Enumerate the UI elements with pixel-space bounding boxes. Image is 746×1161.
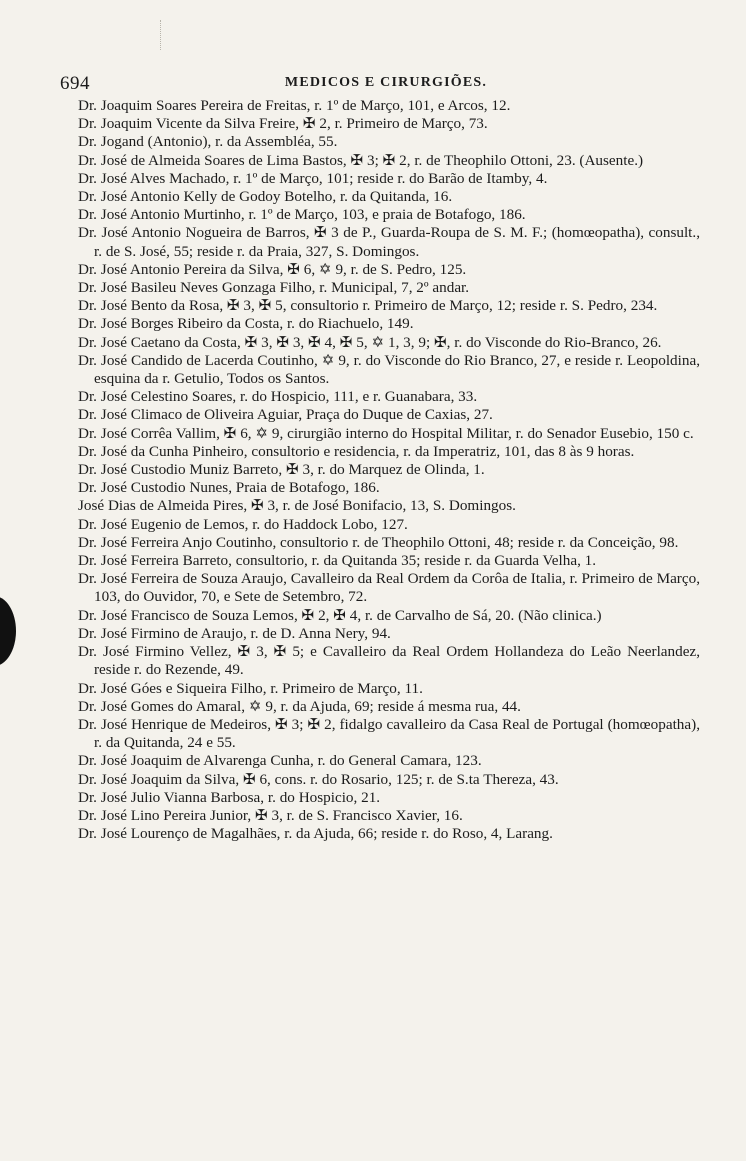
- directory-entry: Dr. José Firmino de Araujo, r. de D. Anna Nery, 94.: [78, 624, 391, 642]
- page-header: [60, 73, 700, 97]
- directory-entry: Dr. José Lino Pereira Junior, ✠ 3, r. de S. Francisco Xavier, 16.: [78, 806, 463, 824]
- directory-entry: Dr. José Firmino Vellez, ✠ 3, ✠ 5; e Cavalleiro da Real Ordem Hollandeza do Leão Neerlandez, reside r. do Rezende, 49.: [78, 643, 700, 679]
- directory-entry: Dr. José Antonio Murtinho, r. 1º de Março, 103, e praia de Botafogo, 186.: [78, 206, 526, 224]
- directory-entry: Dr. José Celestino Soares, r. do Hospicio, 111, e r. Guanabara, 33.: [78, 388, 478, 406]
- directory-entry: Dr. José Eugenio de Lemos, r. do Haddock Lobo, 127.: [78, 515, 408, 533]
- directory-entry: Dr. José Antonio Nogueira de Barros, ✠ 3 de P., Guarda-Roupa de S. M. F.; (homœopatha), consult., r. de S. José, 55; reside r. da Praia, 327, S. Domingos.: [78, 224, 700, 260]
- directory-entry: Dr. José Custodio Muniz Barreto, ✠ 3, r. do Marquez de Olinda, 1.: [78, 461, 485, 479]
- directory-entry: Dr. José Alves Machado, r. 1º de Março, 101; reside r. do Barão de Itamby, 4.: [78, 169, 548, 187]
- directory-entry: José Dias de Almeida Pires, ✠ 3, r. de José Bonifacio, 13, S. Domingos.: [78, 497, 516, 515]
- directory-entry: Dr. José Borges Ribeiro da Costa, r. do Riachuelo, 149.: [78, 315, 414, 333]
- directory-entry: Dr. José Antonio Kelly de Godoy Botelho, r. da Quitanda, 16.: [78, 188, 453, 206]
- directory-entry: Dr. Joaquim Soares Pereira de Freitas, r. 1º de Março, 101, e Arcos, 12.: [78, 97, 511, 114]
- directory-entry: Dr. José Ferreira Anjo Coutinho, consultorio r. de Theophilo Ottoni, 48; reside r. da Conceição, 98.: [78, 533, 679, 551]
- directory-entry: Dr. José Julio Vianna Barbosa, r. do Hospicio, 21.: [78, 788, 381, 806]
- directory-entry: Dr. José Francisco de Souza Lemos, ✠ 2, ✠ 4, r. de Carvalho de Sá, 20. (Não clinica.): [78, 606, 602, 624]
- directory-entry: Dr. Joaquim Vicente da Silva Freire, ✠ 2, r. Primeiro de Março, 73.: [78, 115, 488, 133]
- paper-speck: [160, 20, 165, 50]
- directory-entry: Dr. José Climaco de Oliveira Aguiar, Praça do Duque de Caxias, 27.: [78, 406, 493, 424]
- directory-entry: Dr. José Ferreira de Souza Araujo, Cavalleiro da Real Ordem da Corôa de Italia, r. Primeiro de Março, 103, do Ouvidor, 70, e Sete de Setembro, 72.: [78, 570, 700, 606]
- directory-entry: Dr. José de Almeida Soares de Lima Bastos, ✠ 3; ✠ 2, r. de Theophilo Ottoni, 23. (Ausente.): [78, 151, 644, 169]
- directory-entry: Dr. José Ferreira Barreto, consultorio, r. da Quitanda 35; reside r. da Guarda Velha, 1.: [78, 552, 597, 570]
- directory-entry: Dr. José Gomes do Amaral, ✡ 9, r. da Ajuda, 69; reside á mesma rua, 44.: [78, 697, 521, 715]
- directory-entry: Dr. José Candido de Lacerda Coutinho, ✡ 9, r. do Visconde do Rio Branco, 27, e reside r. Leopoldina, esquina da r. Getulio, Todos os Santos.: [78, 351, 700, 388]
- directory-entry: Dr. José Antonio Pereira da Silva, ✠ 6, ✡ 9, r. de S. Pedro, 125.: [78, 260, 467, 278]
- directory-entry: Dr. José Basileu Neves Gonzaga Filho, r. Municipal, 7, 2º andar.: [78, 279, 470, 297]
- directory-entry: Dr. José Caetano da Costa, ✠ 3, ✠ 3, ✠ 4, ✠ 5, ✡ 1, 3, 9; ✠, r. do Visconde do Rio-Branco, 26.: [78, 333, 662, 351]
- directory-entry: Dr. Jogand (Antonio), r. da Assembléa, 55.: [78, 133, 338, 151]
- directory-entry: Dr. José Corrêa Vallim, ✠ 6, ✡ 9, cirurgião interno do Hospital Militar, r. do Senador Eusebio, 150 c.: [78, 424, 694, 442]
- directory-entry: Dr. José da Cunha Pinheiro, consultorio e residencia, r. da Imperatriz, 101, das 8 às 9 horas.: [78, 442, 635, 460]
- page-number: 694: [60, 73, 90, 94]
- directory-entries: [78, 97, 700, 843]
- directory-entry: Dr. José Custodio Nunes, Praia de Botafogo, 186.: [78, 479, 380, 497]
- directory-entry: Dr. José Lourenço de Magalhães, r. da Ajuda, 66; reside r. do Roso, 4, Larang.: [78, 825, 553, 843]
- directory-entry: Dr. José Bento da Rosa, ✠ 3, ✠ 5, consultorio r. Primeiro de Março, 12; reside r. S. Pedro, 234.: [78, 297, 658, 315]
- directory-entry: Dr. José Joaquim da Silva, ✠ 6, cons. r. do Rosario, 125; r. de S.ta Thereza, 43.: [78, 770, 559, 788]
- directory-entry: Dr. José Henrique de Medeiros, ✠ 3; ✠ 2, fidalgo cavalleiro da Casa Real de Portugal (homœopatha), r. da Quitanda, 24 e 55.: [78, 715, 700, 752]
- directory-entry: Dr. José Joaquim de Alvarenga Cunha, r. do General Camara, 123.: [78, 752, 482, 770]
- directory-entry: Dr. José Góes e Siqueira Filho, r. Primeiro de Março, 11.: [78, 679, 423, 697]
- running-head: MEDICOS E CIRURGIÕES.: [284, 75, 488, 90]
- binding-shadow: [0, 596, 16, 666]
